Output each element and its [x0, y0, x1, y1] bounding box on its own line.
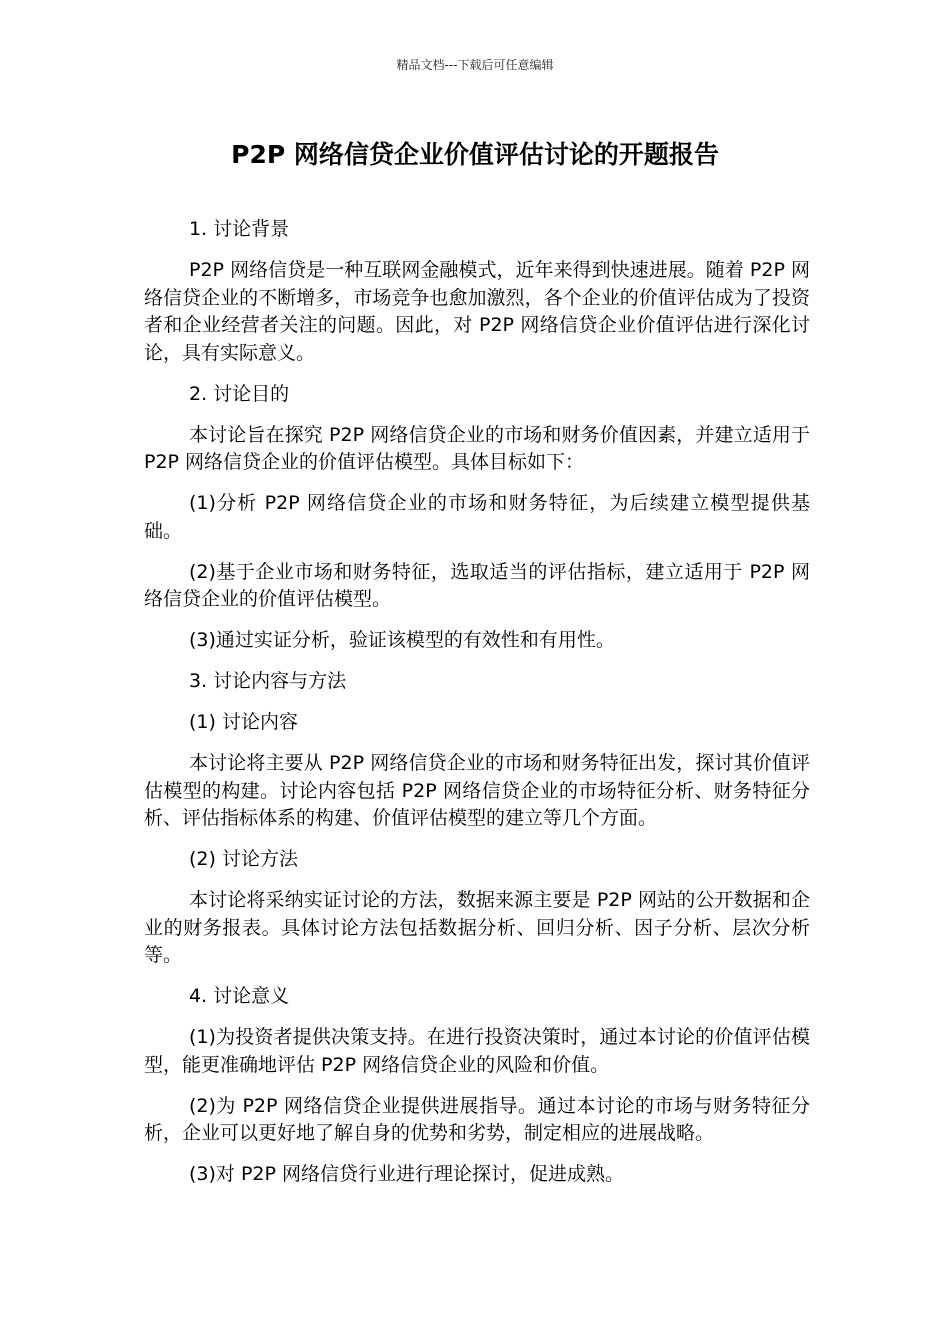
- document-title: P2P 网络信贷企业价值评估讨论的开题报告: [231, 140, 719, 169]
- purpose-item-3: (3)通过实证分析，验证该模型的有效性和有用性。: [189, 629, 615, 651]
- section-heading-background: 1. 讨论背景: [189, 218, 290, 240]
- subheading-method: (2) 讨论方法: [189, 848, 298, 870]
- section-heading-content-method: 3. 讨论内容与方法: [189, 670, 347, 692]
- purpose-item-2: (2)基于企业市场和财务特征，选取适当的评估指标，建立适用于 P2P 网络信贷企业的价值评估模型。: [144, 560, 810, 610]
- document-body: [144, 216, 810, 1202]
- page-header: 精品文档---下载后可任意编辑: [396, 58, 554, 72]
- section-heading-purpose: 2. 讨论目的: [189, 382, 290, 405]
- significance-item-1: (1)为投资者提供决策支持。在进行投资决策时，通过本讨论的价值评估模型，能更准确地评估 P2P 网络信贷企业的风险和价值。: [144, 1026, 810, 1076]
- paragraph-method: 本讨论将采纳实证讨论的方法，数据来源主要是 P2P 网站的公开数据和企业的财务报表。具体讨论方法包括数据分析、回归分析、因子分析、层次分析等。: [144, 889, 810, 966]
- significance-item-2: (2)为 P2P 网络信贷企业提供进展指导。通过本讨论的市场与财务特征分析，企业可以更好地了解自身的优势和劣势，制定相应的进展战略。: [144, 1094, 810, 1144]
- significance-item-3: (3)对 P2P 网络信贷行业进行理论探讨，促进成熟。: [189, 1163, 624, 1185]
- subheading-content: (1) 讨论内容: [189, 711, 298, 733]
- paragraph-background: P2P 网络信贷是一种互联网金融模式，近年来得到快速进展。随着 P2P 网络信贷企业的不断增多，市场竞争也愈加激烈，各个企业的价值评估成为了投资者和企业经营者关注的问题。因此，对 P2P 网络信贷企业价值评估进行深化讨论，具有实际意义。: [144, 259, 810, 364]
- section-heading-significance: 4. 讨论意义: [189, 985, 290, 1007]
- paragraph-content: 本讨论将主要从 P2P 网络信贷企业的市场和财务特征出发，探讨其价值评估模型的构建。讨论内容包括 P2P 网络信贷企业的市场特征分析、财务特征分析、评估指标体系的构建、价值评估模型的建立等几个方面。: [144, 752, 810, 829]
- purpose-item-1: (1)分析 P2P 网络信贷企业的市场和财务特征，为后续建立模型提供基础。: [144, 492, 810, 542]
- paragraph-purpose: 本讨论旨在探究 P2P 网络信贷企业的市场和财务价值因素，并建立适用于 P2P 网络信贷企业的价值评估模型。具体目标如下：: [144, 423, 810, 473]
